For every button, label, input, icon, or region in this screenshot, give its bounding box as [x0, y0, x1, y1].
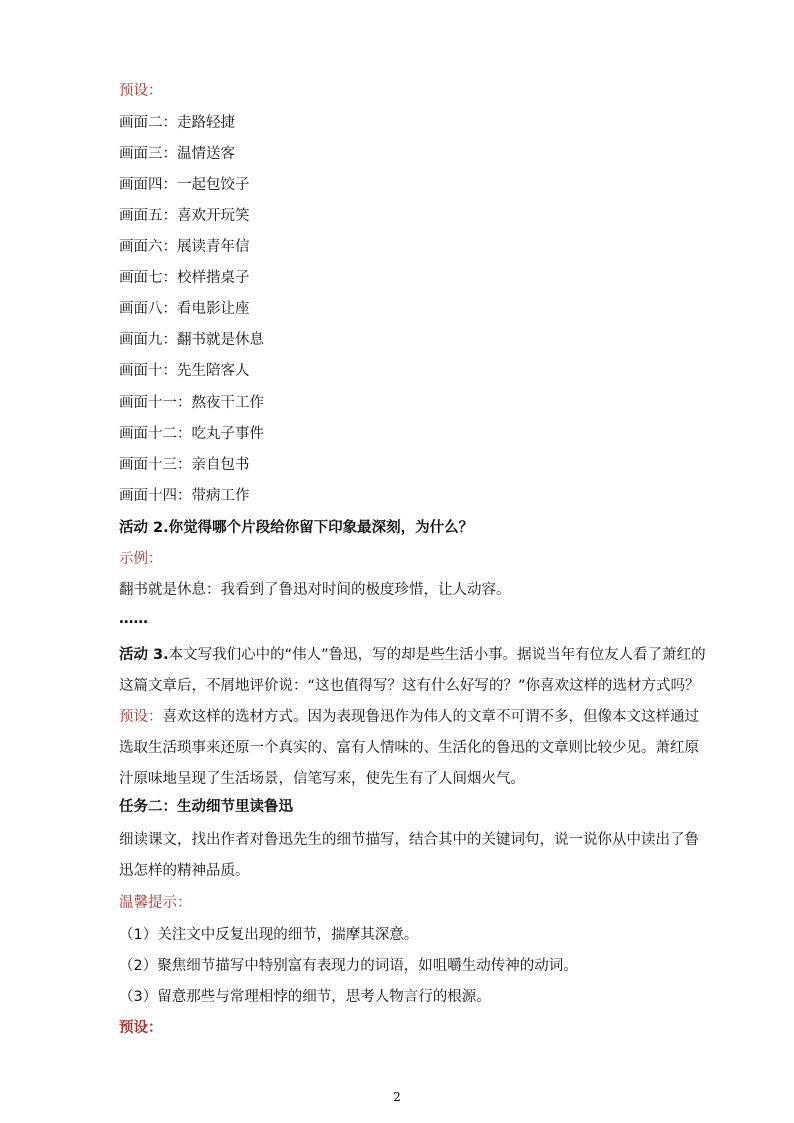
scene-item: 画面十二：吃丸子事件: [119, 426, 264, 442]
ellipsis: ……: [119, 611, 148, 627]
tip-label: 温馨提示：: [119, 895, 192, 911]
task-2-text: 细读课文，找出作者对鲁迅先生的细节描写，结合其中的关键词句，说一说你从中读出了鲁迅怎样的精神品质。: [119, 832, 699, 879]
scene-item: 画面十三：亲自包书: [119, 457, 250, 473]
task-2-heading: 任务二：生动细节里读鲁迅: [119, 799, 293, 815]
tip-item: （3）留意那些与常理相悖的细节，思考人物言行的根源。: [119, 989, 491, 1005]
preset-2-paragraph: [119, 702, 709, 795]
activity-3-paragraph: [119, 640, 709, 702]
scene-item: 画面八：看电影让座: [119, 301, 250, 317]
page-number: 2: [393, 1090, 401, 1104]
scene-item: 画面三：温情送客: [119, 146, 235, 162]
scene-item: 画面四：一起包饺子: [119, 177, 250, 193]
preset-3-label: 预设：: [119, 1020, 163, 1036]
tip-item: （1）关注文中反复出现的细节，揣摩其深意。: [119, 927, 419, 943]
preset-label: 预设：: [119, 83, 163, 99]
activity-3-label: 活动 3.: [119, 647, 169, 663]
example-label: 示例：: [119, 551, 163, 567]
preset-2-text: 喜欢这样的选材方式。因为表现鲁迅作为伟人的文章不可谓不多，但像本文这样通过选取生活琐事来还原一个真实的、富有人情味的、生活化的鲁迅的文章则比较少见。萧红原汁原味地呈现了生活场景，信笔写来，使先生有了人间烟火气。: [119, 709, 699, 787]
activity-2-heading: 活动 2.你觉得哪个片段给你留下印象最深刻，为什么？: [119, 520, 474, 536]
scene-item: 画面七：校样揩桌子: [119, 270, 250, 286]
scene-item: 画面二：走路轻捷: [119, 115, 235, 131]
scene-item: 画面十一：熬夜干工作: [119, 395, 264, 411]
preset-2-label: 预设：: [119, 709, 163, 725]
example-text: 翻书就是休息：我看到了鲁迅对时间的极度珍惜，让人动容。: [119, 582, 511, 598]
scene-item: 画面六：展读青年信: [119, 239, 250, 255]
scene-item: 画面十：先生陪客人: [119, 363, 250, 379]
tip-item: （2）聚焦细节描写中特别富有表现力的词语，如咀嚼生动传神的动词。: [119, 958, 578, 974]
scene-item: 画面十四：带病工作: [119, 488, 250, 504]
activity-3-text: 本文写我们心中的“伟人”鲁迅，写的却是些生活小事。据说当年有位友人看了萧红的这篇文章后，不屑地评价说：“这也值得写？这有什么好写的？”你喜欢这样的选材方式吗？: [119, 647, 706, 694]
scene-item: 画面五：喜欢开玩笑: [119, 208, 250, 224]
scene-item: 画面九：翻书就是休息: [119, 332, 264, 348]
